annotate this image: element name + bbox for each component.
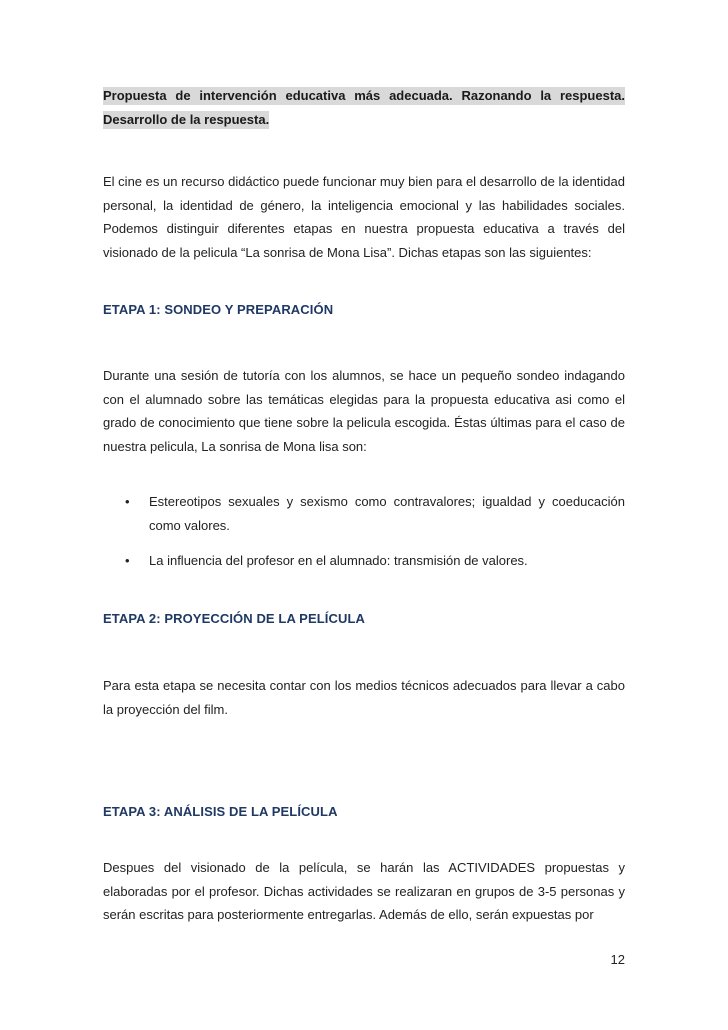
list-item [103,490,625,537]
section-heading [103,84,625,131]
stage-1-bullet-list [103,490,625,585]
stage-1-paragraph: Durante una sesión de tutoría con los alumnos, se hace un pequeño sondeo indagando con el alumnado sobre las temáticas elegidas para la propuesta educativa asi como el grado de conocimiento que tiene sobre la pelicula escogida. Éstas últimas para el caso de nuestra pelicula, La sonrisa de Mona lisa son: [103,368,625,455]
bullet-text: Estereotipos sexuales y sexismo como contravalores; igualdad y coeducación como valores. [149,494,625,533]
list-item [103,549,625,573]
intro-paragraph: El cine es un recurso didáctico puede funcionar muy bien para el desarrollo de la identidad personal, la identidad de género, la inteligencia emocional y las habilidades sociales. Podemos distinguir diferentes etapas en nuestra propuesta educativa a través del visionado de la pelicula “La sonrisa de Mona Lisa”. Dichas etapas son las siguientes: [103,174,625,261]
page-number: 12 [610,952,625,967]
heading-line-1: Propuesta de intervención educativa más adecuada. Razonando la respuesta. [103,88,625,103]
stage-3-title: ETAPA 3: ANÁLISIS DE LA PELÍCULA [103,804,338,819]
bullet-icon: • [125,494,130,509]
stage-3-paragraph: Despues del visionado de la película, se harán las ACTIVIDADES propuestas y elaboradas por el profesor. Dichas actividades se realizaran en grupos de 3-5 personas y serán escritas para posteriormente entregarlas. Además de ello, serán expuestas por [103,860,625,923]
bullet-icon: • [125,553,130,569]
heading-line-2: Desarrollo de la respuesta. [103,111,270,127]
bullet-text: La influencia del profesor en el alumnado: transmisión de valores. [149,553,528,569]
stage-2-paragraph: Para esta etapa se necesita contar con los medios técnicos adecuados para llevar a cabo la proyección del film. [103,678,625,717]
stage-2-title: ETAPA 2: PROYECCIÓN DE LA PELÍCULA [103,611,365,626]
stage-1-title: ETAPA 1: SONDEO Y PREPARACIÓN [103,302,334,317]
